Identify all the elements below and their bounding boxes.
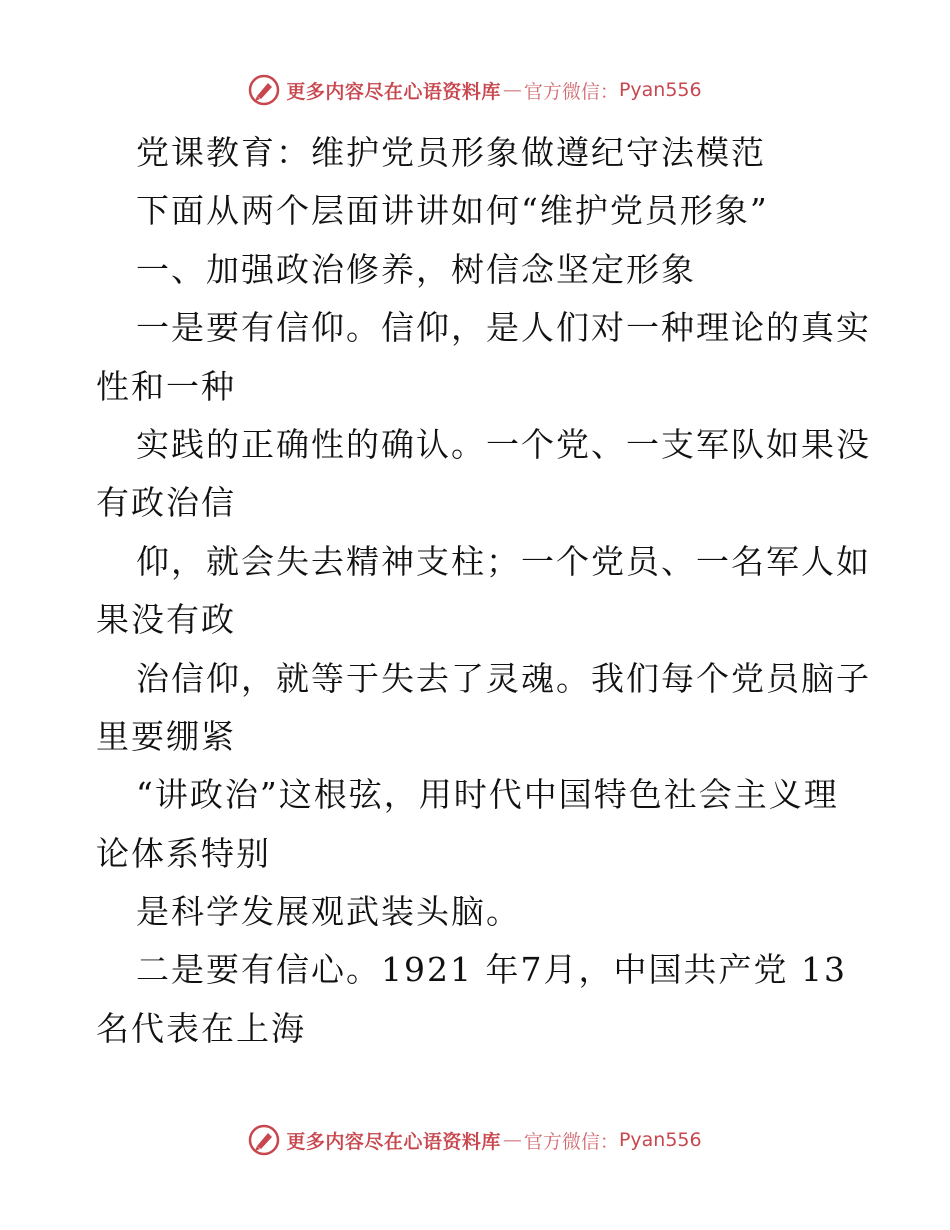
text-line: 里要绷紧 — [96, 716, 236, 756]
text-line: 性和一种 — [96, 366, 236, 406]
section-heading: 一、加强政治修养，树信念坚定形象 — [136, 249, 696, 289]
watermark-official-label: 官方微信： — [523, 80, 619, 103]
text-line: 实践的正确性的确认。一个党、一支军队如果没 — [136, 424, 871, 464]
document-body — [96, 124, 871, 1058]
watermark-brand-text: 更多内容尽在心语资料库 — [286, 80, 501, 103]
text-line: 果没有政 — [96, 600, 236, 640]
text-line: 是科学发展观武装头脑。 — [136, 892, 521, 932]
text-line: 一是要有信仰。信仰，是人们对一种理论的真实 — [136, 308, 871, 348]
watermark-official-label: 官方微信： — [523, 1130, 619, 1153]
watermark-dash: — — [502, 79, 522, 101]
text-line: 名代表在上海 — [96, 1008, 306, 1048]
text-line: 二是要有信心。1921 年7月，中国共产党 13 — [136, 950, 847, 990]
watermark-wechat-id: Pyan556 — [618, 79, 702, 101]
text-line: 仰，就会失去精神支柱；一个党员、一名军人如 — [136, 541, 871, 581]
text-line: 治信仰，就等于失去了灵魂。我们每个党员脑子 — [136, 658, 871, 698]
pen-logo-icon — [248, 1124, 280, 1156]
document-title: 党课教育：维护党员形象做遵纪守法模范 — [136, 133, 766, 172]
text-line: 论体系特别 — [96, 833, 271, 873]
watermark-dash: — — [502, 1129, 522, 1151]
pen-logo-icon — [248, 74, 280, 106]
footer-watermark — [0, 1124, 950, 1156]
header-watermark — [0, 74, 950, 106]
text-line: 下面从两个层面讲讲如何“维护党员形象” — [136, 191, 769, 231]
text-line: 有政治信 — [96, 483, 236, 523]
watermark-wechat-id: Pyan556 — [618, 1129, 702, 1151]
watermark-brand-text: 更多内容尽在心语资料库 — [286, 1130, 501, 1153]
text-line: “讲政治”这根弦，用时代中国特色社会主义理 — [136, 775, 839, 815]
